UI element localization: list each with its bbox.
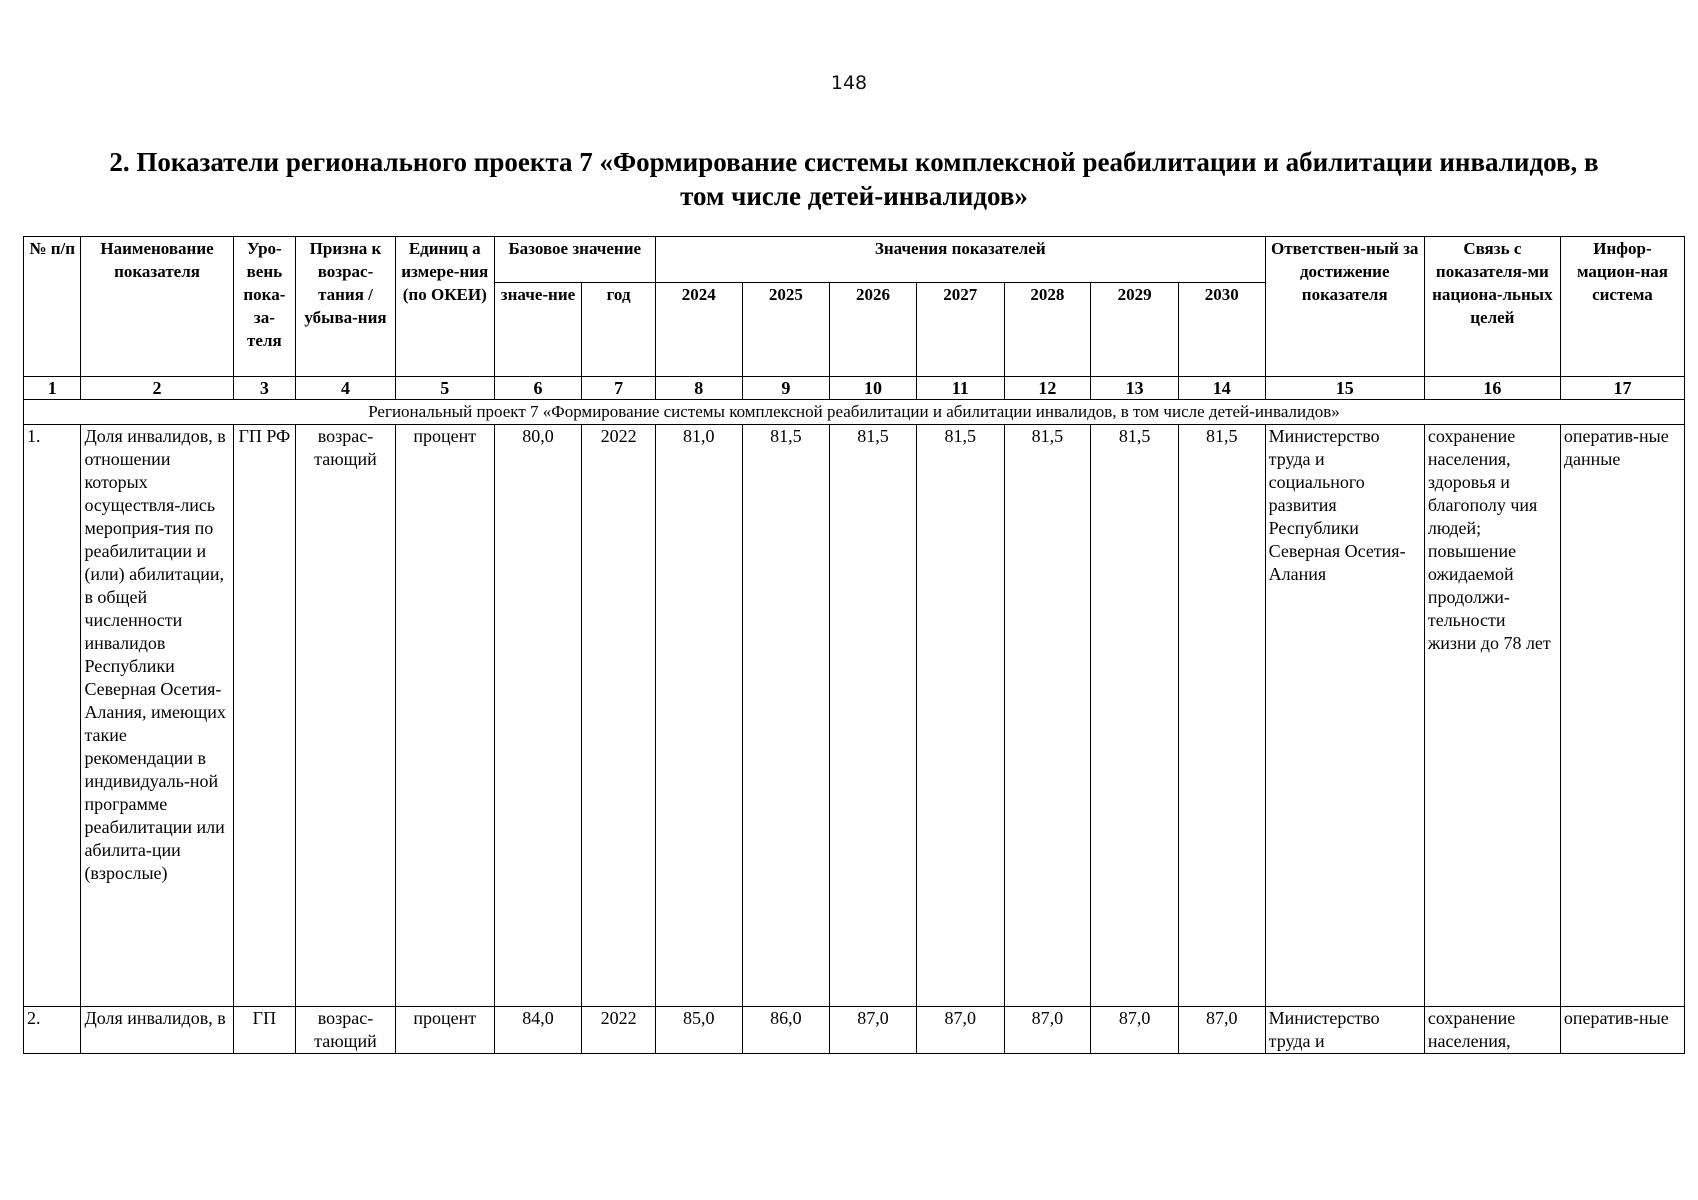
column-number: 16 bbox=[1424, 377, 1560, 400]
value-2029: 81,5 bbox=[1091, 425, 1179, 1007]
header-level: Уро-вень пока-за-теля bbox=[233, 237, 295, 377]
header-year-2025: 2025 bbox=[742, 283, 830, 377]
information-system: оператив-ные данные bbox=[1560, 425, 1684, 1007]
column-number: 14 bbox=[1178, 377, 1265, 400]
column-number: 9 bbox=[742, 377, 830, 400]
value-2028: 81,5 bbox=[1004, 425, 1091, 1007]
header-year-2028: 2028 bbox=[1004, 283, 1091, 377]
column-number: 6 bbox=[494, 377, 582, 400]
header-year-2024: 2024 bbox=[655, 283, 742, 377]
value-2028: 87,0 bbox=[1004, 1007, 1091, 1054]
column-number: 11 bbox=[916, 377, 1004, 400]
value-2026: 87,0 bbox=[830, 1007, 917, 1054]
base-year: 2022 bbox=[582, 425, 656, 1007]
table-row bbox=[24, 425, 1685, 1007]
header-year-2029: 2029 bbox=[1091, 283, 1179, 377]
indicator-direction: возрас-тающий bbox=[296, 1007, 396, 1054]
responsible: Министерство труда и bbox=[1265, 1007, 1424, 1054]
indicator-name: Доля инвалидов, в отношении которых осуществля-лись мероприя-тия по реабилитации и (или) абилитации, в общей численности инвалидов Республики Северная Осетия-Алания, имеющих такие рекомендации в индивидуаль-ной программе реабилитации или абилита-ции (взрослые) bbox=[81, 425, 233, 1007]
header-year-2027: 2027 bbox=[916, 283, 1004, 377]
row-number: 1. bbox=[24, 425, 81, 1007]
indicator-unit: процент bbox=[395, 1007, 494, 1054]
column-number: 12 bbox=[1004, 377, 1091, 400]
national-goals-link: сохранение населения, bbox=[1424, 1007, 1560, 1054]
section-row bbox=[24, 400, 1685, 425]
header-num: № п/п bbox=[24, 237, 81, 377]
value-2025: 81,5 bbox=[742, 425, 830, 1007]
value-2024: 85,0 bbox=[655, 1007, 742, 1054]
header-row-1 bbox=[24, 237, 1685, 283]
section-title: Региональный проект 7 «Формирование системы комплексной реабилитации и абилитации инвалидов, в том числе детей-инвалидов» bbox=[24, 400, 1685, 425]
column-number: 15 bbox=[1265, 377, 1424, 400]
column-number: 3 bbox=[233, 377, 295, 400]
header-responsible: Ответствен-ный за достижение показателя bbox=[1265, 237, 1424, 377]
value-2027: 87,0 bbox=[916, 1007, 1004, 1054]
header-direction: Призна к возрас-тания / убыва-ния bbox=[296, 237, 396, 377]
value-2025: 86,0 bbox=[742, 1007, 830, 1054]
header-system: Инфор-мацион-ная система bbox=[1560, 237, 1684, 377]
indicator-name: Доля инвалидов, в bbox=[81, 1007, 233, 1054]
column-number: 2 bbox=[81, 377, 233, 400]
indicator-unit: процент bbox=[395, 425, 494, 1007]
base-value: 80,0 bbox=[494, 425, 582, 1007]
column-number: 1 bbox=[24, 377, 81, 400]
column-number: 17 bbox=[1560, 377, 1684, 400]
value-2030: 87,0 bbox=[1178, 1007, 1265, 1054]
row-number: 2. bbox=[24, 1007, 81, 1054]
header-base-year: год bbox=[582, 283, 656, 377]
column-number: 4 bbox=[296, 377, 396, 400]
header-name: Наименование показателя bbox=[81, 237, 233, 377]
header-link: Связь с показателя-ми национа-льных целей bbox=[1424, 237, 1560, 377]
value-2027: 81,5 bbox=[916, 425, 1004, 1007]
column-number: 13 bbox=[1091, 377, 1179, 400]
column-number-row bbox=[24, 377, 1685, 400]
header-values: Значения показателей bbox=[655, 237, 1265, 283]
value-2026: 81,5 bbox=[830, 425, 917, 1007]
indicators-table bbox=[23, 236, 1685, 1054]
indicator-level: ГП РФ bbox=[233, 425, 295, 1007]
column-number: 10 bbox=[830, 377, 917, 400]
responsible: Министерство труда и социального развития Республики Северная Осетия-Алания bbox=[1265, 425, 1424, 1007]
header-base: Базовое значение bbox=[494, 237, 655, 283]
value-2030: 81,5 bbox=[1178, 425, 1265, 1007]
column-number: 5 bbox=[395, 377, 494, 400]
value-2024: 81,0 bbox=[655, 425, 742, 1007]
base-value: 84,0 bbox=[494, 1007, 582, 1054]
indicator-level: ГП bbox=[233, 1007, 295, 1054]
column-number: 8 bbox=[655, 377, 742, 400]
page-number: 148 bbox=[830, 72, 868, 94]
information-system: оператив-ные bbox=[1560, 1007, 1684, 1054]
header-base-value: значе-ние bbox=[494, 283, 582, 377]
table-row bbox=[24, 1007, 1685, 1054]
indicator-direction: возрас-тающий bbox=[296, 425, 396, 1007]
value-2029: 87,0 bbox=[1091, 1007, 1179, 1054]
national-goals-link: сохранение населения, здоровья и благополу чия людей; повышение ожидаемой продолжи-тельности жизни до 78 лет bbox=[1424, 425, 1560, 1007]
header-year-2026: 2026 bbox=[830, 283, 917, 377]
header-unit: Единиц а измере-ния (по ОКЕИ) bbox=[395, 237, 494, 377]
page-title: 2. Показатели регионального проекта 7 «Формирование системы комплексной реабилитации и абилитации инвалидов, в том числе детей-инвалидов» bbox=[109, 147, 1599, 211]
header-year-2030: 2030 bbox=[1178, 283, 1265, 377]
base-year: 2022 bbox=[582, 1007, 656, 1054]
column-number: 7 bbox=[582, 377, 656, 400]
